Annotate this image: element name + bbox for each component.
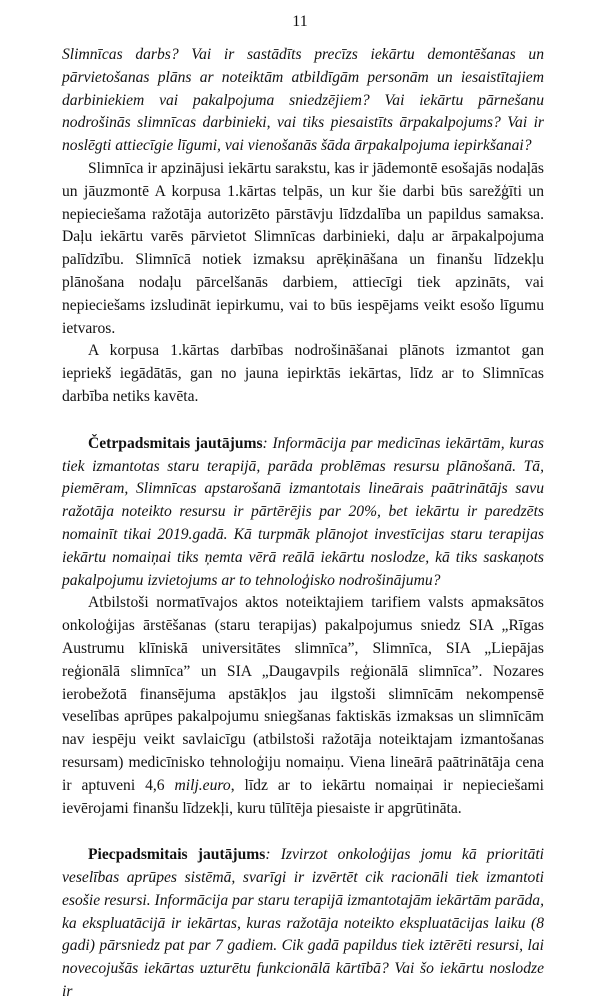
document-body <box>62 44 544 1004</box>
currency-unit: milj.euro <box>174 776 231 794</box>
question-continuation: Slimnīcas darbs? Vai ir sastādīts precīzs iekārtu demontēšanas un pārvietošanas plāns ar noteiktām atbildīgām personām un iesaistītajiem darbiniekiem vai pakalpojuma sniedzējiem? Vai iekārtu pārnešanu nodrošinās slimnīcas darbinieki, vai tiks piesaistīts ārpakalpojums? Vai ir noslēgti attiecīgie līgumi, vai vienošanās šāda ārpakalpojuma iepirkšanai? <box>62 46 544 155</box>
answer-text: , līdz ar to iekārtu nomaiņai ir nepieciešami ievērojami finanšu līdzekļi, kuru tūlītēja piesaiste ir apgrūtināta. <box>62 776 544 817</box>
question-fifteen <box>62 844 544 1004</box>
question-heading: Četrpadsmitais jautājums <box>88 434 263 452</box>
answer-text: Atbilstoši normatīvajos aktos noteiktajiem tarifiem valsts apmaksātos onkoloģijas ārstēšanas (staru terapijas) pakalpojumus sniedz SIA „Rīgas Austrumu klīniskā universitātes slimnīca”, Slimnīca, SIA „Liepājas reģionālā slimnīca” un SIA „Daugavpils reģionālā slimnīca”. Nozares ierobežotā finansējuma apstākļos jau ilgstoši slimnīcām nekompensē veselības aprūpes pakalpojumu sniegšanas faktiskās izmaksas un slimnīcām nav iespēju veikt savlaicīgu (atbilstoši ražotāja noteiktajam izmantošanas resursam) medicīnisko tehnoloģiju nomaiņu. Viena lineārā paātrinātāja cena ir aptuveni 4,6 <box>62 594 544 794</box>
page-number: 11 <box>292 13 308 30</box>
question-fourteen <box>62 433 544 593</box>
question-heading: Piecpadsmitais jautājums <box>88 846 266 864</box>
question-text: : Informācija par medicīnas iekārtām, kuras tiek izmantotas staru terapijā, parāda problēmas resursu plānošanā. Tā, piemēram, Slimnīcas apstarošanā izmantotais lineārais paātrinātājs savu ražotāja noteikto resursu ir pārtērējis par 20%, bet iekārtu ir paredzēts nomainīt tikai 2019.gadā. Kā turpmāk plānojot investīcijas staru terapijas iekārtu nomaiņai tiks ņemta vērā reālā iekārtu noslodze, kā tiks saskaņots pakalpojumu izvietojums ar to tehnoloģisko nodrošinājumu? <box>62 434 544 589</box>
answer-paragraph <box>62 592 544 820</box>
answer-paragraph: Slimnīca ir apzinājusi iekārtu sarakstu, kas ir jādemontē esošajās nodaļās un jāuzmontē A korpusa 1.kārtas telpās, un kur šie darbi būs sarežģīti un nepieciešama ražotāja autorizēto pārstāvju līdzdalība un papildus samaksa. Daļu iekārtu varēs pārvietot Slimnīcas darbinieki, daļu ar ārpakalpojuma palīdzību. Slimnīcā notiek izmaksu aprēķināšana un finanšu līdzekļu plānošana nodaļu pārcelšanās darbiem, attiecīgi tiek apzināts, vai nepieciešams izsludināt iepirkumu, vai to būs iespējams veikt esošo līgumu ietvaros. <box>62 159 544 337</box>
answer-paragraph: A korpusa 1.kārtas darbības nodrošināšanai plānots izmantot gan iepriekš iegādātās, gan no jauna iepirktās iekārtas, līdz ar to Slimnīcas darbība netiks kavēta. <box>62 342 544 405</box>
question-text: : Izvirzot onkoloģijas jomu kā prioritāti veselības aprūpes sistēmā, svarīgi ir izvērtēt cik racionāli tiek izmantoti esošie resursi. Informācija par staru terapijā izmantotajām iekārtām parāda, ka ekspluatācijā ir iekārtas, kuras ražotāja noteikto ekspluatācijas laiku (8 gadi) pārsniedz pat par 7 gadiem. Cik gadā papildus tiek iztērēti resursi, lai novecojušās iekārtas uzturētu funkcionālā kārtībā? Vai šo iekārtu noslodze ir <box>62 846 544 1001</box>
